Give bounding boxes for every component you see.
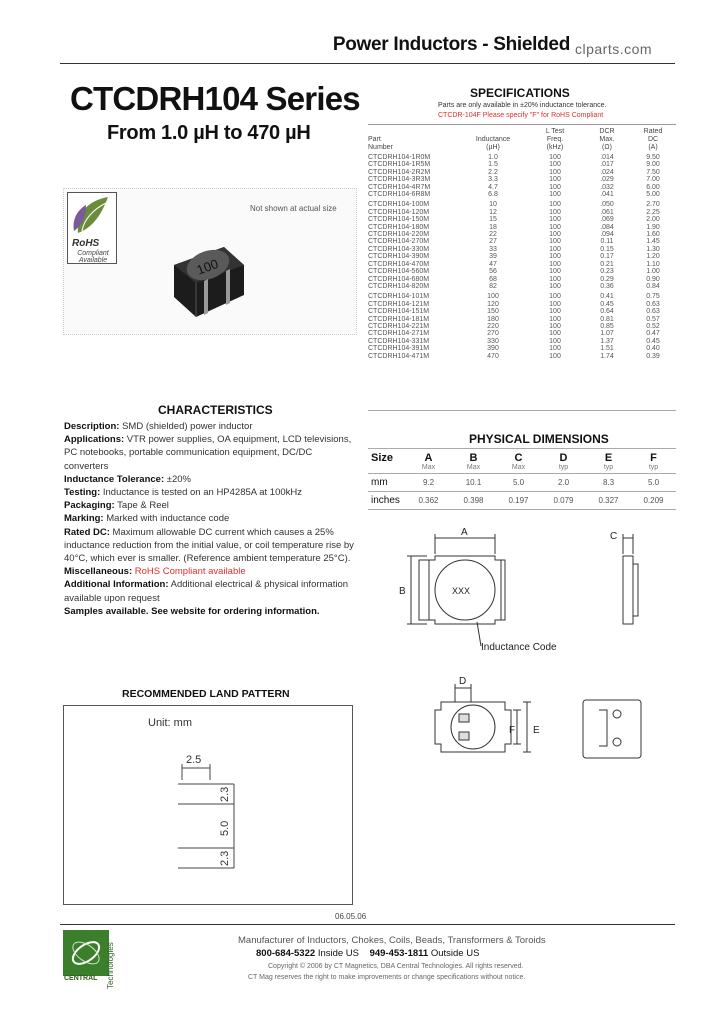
spec-cell: CTCDRH104-2R2M — [368, 168, 431, 176]
spec-cell: 100 — [549, 322, 561, 330]
spec-cell: 390 — [487, 345, 499, 353]
land-pattern-drawing — [170, 750, 250, 880]
spec-cell: 100 — [549, 268, 561, 276]
spec-cell: 2.00 — [646, 216, 660, 224]
dim-row — [368, 492, 676, 510]
spec-column-header — [630, 128, 676, 154]
spec-cell: 100 — [549, 201, 561, 209]
spec-cell: 100 — [549, 231, 561, 239]
land-middle: 5.0 — [219, 820, 231, 836]
spec-cell: 7.00 — [646, 176, 660, 184]
spec-cell: 2.70 — [646, 201, 660, 209]
spec-cell: CTCDRH104-6R8M — [368, 191, 431, 199]
dim-size-label: Size — [368, 449, 406, 465]
spec-cell: 100 — [549, 282, 561, 290]
spec-cell: 1.90 — [646, 223, 660, 231]
dim-sub-blank — [368, 464, 406, 474]
spec-cell: CTCDRH104-560M — [368, 268, 430, 276]
spec-column-header — [584, 128, 630, 154]
spec-cell: CTCDRH104-121M — [368, 300, 430, 308]
spec-cell: 100 — [549, 275, 561, 283]
spec-row — [368, 316, 676, 323]
spec-rule — [368, 124, 676, 125]
inductor-photo-icon — [168, 225, 250, 320]
tolerance-text: ±20% — [164, 473, 192, 485]
spec-row — [368, 246, 676, 253]
spec-cell: 10 — [489, 201, 497, 209]
spec-cell: 100 — [549, 308, 561, 316]
spec-row — [368, 308, 676, 315]
dim-header: E — [586, 449, 631, 465]
testing-text: Inductance is tested on an HP4285A at 100kHz — [100, 487, 302, 499]
dim-subheader: Max — [406, 464, 451, 474]
spec-cell: 100 — [549, 176, 561, 184]
dim-subheader: Max — [496, 464, 541, 474]
spec-cell: 3.3 — [488, 176, 498, 184]
spec-cell: 22 — [489, 231, 497, 239]
footer-manufacturer: Manufacturer of Inductors, Chokes, Coils, Beads, Transformers & Toroids — [238, 935, 546, 946]
spec-row — [368, 209, 676, 216]
spec-cell: CTCDRH104-471M — [368, 352, 430, 360]
dim-header: F — [631, 449, 676, 465]
spec-column-header-line: (A) — [648, 144, 658, 151]
logo-vertical-text: Technologies — [106, 942, 115, 989]
spec-cell: 120 — [487, 300, 499, 308]
phone-outside-us[interactable]: 949-453-1811 — [369, 948, 429, 959]
spec-cell: .032 — [600, 183, 614, 191]
phone-inside-us[interactable]: 800-684-5322 — [256, 948, 316, 959]
spec-column-header — [368, 128, 460, 154]
spec-cell: 100 — [549, 161, 561, 169]
spec-column-header — [460, 128, 526, 154]
spec-cell: 0.29 — [600, 275, 614, 283]
spec-cell: CTCDRH104-391M — [368, 345, 430, 353]
dim-subheader: typ — [586, 464, 631, 474]
spec-cell: 100 — [549, 191, 561, 199]
spec-cell: .050 — [600, 201, 614, 209]
spec-cell: 1.74 — [600, 352, 614, 360]
dim-value: 0.197 — [496, 492, 541, 510]
spec-cell: 1.51 — [600, 345, 614, 353]
misc-label: Miscellaneous: — [64, 566, 133, 578]
rated-dc-text: Maximum allowable DC current which causes a 25% inductance reduction from the initial value, or coil temperature rise by 40°C, which ever is smaller. (Reference ambient temperature 25°C). — [64, 526, 354, 565]
dim-value: 10.1 — [451, 474, 496, 492]
misc-text: RoHS Compliant available — [132, 566, 246, 578]
spec-cell: 100 — [549, 315, 561, 323]
spec-row — [368, 154, 676, 161]
spec-row — [368, 198, 676, 208]
dim-unit: inches — [368, 492, 406, 510]
samples-note: Samples available. See website for ordering information. — [64, 605, 320, 617]
marking-label: Marking: — [64, 513, 104, 525]
characteristics-title: CHARACTERISTICS — [158, 403, 273, 417]
tolerance-label: Inductance Tolerance: — [64, 473, 165, 485]
header-site[interactable]: clparts.com — [575, 41, 653, 57]
spec-cell: 100 — [549, 168, 561, 176]
additional-label: Additional Information: — [64, 579, 169, 591]
dim-value: 0.362 — [406, 492, 451, 510]
phone-inside-label: Inside US — [317, 948, 359, 959]
land-bottom: 2.3 — [219, 850, 231, 866]
spec-row — [368, 191, 676, 198]
packaging-text: Tape & Reel — [114, 500, 169, 512]
dim-header: B — [451, 449, 496, 465]
footer-phones — [256, 948, 479, 959]
spec-cell: 0.64 — [600, 308, 614, 316]
footer-notice: CT Mag reserves the right to make improvements or change specifications without notice. — [248, 974, 526, 981]
physical-dimensions-table — [368, 448, 676, 510]
dimension-diagram — [395, 524, 675, 764]
spec-cell: .029 — [600, 176, 614, 184]
spec-column-header-line: L Test — [545, 128, 565, 135]
spec-cell: CTCDRH104-1R0M — [368, 154, 431, 161]
spec-cell: 0.52 — [646, 322, 660, 330]
spec-cell: 100 — [549, 330, 561, 338]
spec-row — [368, 353, 676, 360]
spec-cell: 1.30 — [646, 245, 660, 253]
spec-cell: 1.37 — [600, 337, 614, 345]
spec-cell: 100 — [549, 293, 561, 301]
land-top: 2.3 — [219, 786, 231, 802]
spec-cell: 100 — [549, 260, 561, 268]
specifications-title: SPECIFICATIONS — [470, 86, 570, 100]
dim-value: 0.079 — [541, 492, 586, 510]
dim-value: 0.327 — [586, 492, 631, 510]
spec-row — [368, 161, 676, 168]
spec-cell: 7.50 — [646, 168, 660, 176]
spec-column-header-line: DCR — [599, 128, 615, 135]
spec-column-header-line: Part — [368, 136, 381, 143]
spec-cell: CTCDRH104-181M — [368, 315, 430, 323]
dim-label-a: A — [461, 527, 468, 538]
spec-cell: 100 — [549, 183, 561, 191]
spec-cell: CTCDRH104-220M — [368, 231, 430, 239]
spec-cell: 9.50 — [646, 154, 660, 161]
spec-row — [368, 216, 676, 223]
spec-cell: CTCDRH104-180M — [368, 223, 430, 231]
spec-column-header-line: Rated — [643, 128, 663, 135]
spec-cell: 1.0 — [488, 154, 498, 161]
spec-cell: 12 — [489, 208, 497, 216]
dim-value: 0.209 — [631, 492, 676, 510]
spec-column-header-line: Freq. — [546, 136, 564, 143]
spec-column-header-line: Number — [368, 144, 393, 151]
spec-cell: 180 — [487, 315, 499, 323]
dim-header: D — [541, 449, 586, 465]
spec-cell: 1.10 — [646, 260, 660, 268]
dim-header: C — [496, 449, 541, 465]
rohs-leaf-icon — [68, 193, 116, 237]
spec-cell: 39 — [489, 253, 497, 261]
spec-row — [368, 238, 676, 245]
spec-row — [368, 224, 676, 231]
logo-word: CENTRAL — [64, 975, 98, 982]
dim-value: 5.0 — [631, 474, 676, 492]
spec-cell: CTCDRH104-270M — [368, 238, 430, 246]
spec-row — [368, 345, 676, 352]
physical-dimensions-title: PHYSICAL DIMENSIONS — [469, 432, 609, 446]
dim-subheader: typ — [631, 464, 676, 474]
spec-cell: CTCDRH104-271M — [368, 330, 430, 338]
spec-cell: 6.8 — [488, 191, 498, 199]
spec-cell: CTCDRH104-150M — [368, 216, 430, 224]
dim-value: 9.2 — [406, 474, 451, 492]
spec-row — [368, 169, 676, 176]
rated-dc-label: Rated DC: — [64, 526, 110, 538]
spec-cell: 27 — [489, 238, 497, 246]
spec-cell: 100 — [549, 154, 561, 161]
land-width: 2.5 — [186, 754, 202, 766]
spec-cell: 0.45 — [600, 300, 614, 308]
applications-text: VTR power supplies, OA equipment, LCD televisions, PC notebooks, portable communication equipment, DC/DC converters — [64, 434, 352, 472]
spec-cell: .017 — [600, 161, 614, 169]
spec-cell: CTCDRH104-4R7M — [368, 183, 431, 191]
spec-cell: 1.60 — [646, 231, 660, 239]
spec-cell: 1.00 — [646, 268, 660, 276]
spec-cell: .024 — [600, 168, 614, 176]
spec-cell: CTCDRH104-101M — [368, 293, 430, 301]
spec-cell: 47 — [489, 260, 497, 268]
description-text: SMD (shielded) power inductor — [119, 421, 253, 432]
spec-cell: 1.07 — [600, 330, 614, 338]
dim-value: 0.398 — [451, 492, 496, 510]
spec-cell: 68 — [489, 275, 497, 283]
spec-cell: .069 — [600, 216, 614, 224]
spec-cell: 0.40 — [646, 345, 660, 353]
phone-outside-label: Outside US — [430, 948, 480, 959]
spec-cell: 0.57 — [646, 315, 660, 323]
dim-subheader: typ — [541, 464, 586, 474]
spec-cell: 100 — [549, 208, 561, 216]
spec-row — [368, 323, 676, 330]
spec-cell: 18 — [489, 223, 497, 231]
spec-column-header-line: (Ω) — [602, 144, 612, 151]
spec-cell: 100 — [549, 300, 561, 308]
spec-cell: 56 — [489, 268, 497, 276]
footer-copyright: Copyright © 2006 by CT Magnetics, DBA Central Technologies. All rights reserved. — [268, 963, 524, 970]
spec-cell: CTCDRH104-3R3M — [368, 176, 431, 184]
spec-cell: 0.45 — [646, 337, 660, 345]
spec-cell: 4.7 — [488, 183, 498, 191]
spec-cell: 1.5 — [488, 161, 498, 169]
spec-cell: 100 — [549, 345, 561, 353]
spec-cell: 0.15 — [600, 245, 614, 253]
dim-label-e: E — [533, 725, 540, 736]
spec-row — [368, 261, 676, 268]
spec-row — [368, 253, 676, 260]
spec-row — [368, 176, 676, 183]
dim-label-c: C — [610, 531, 618, 542]
spec-cell: 330 — [487, 337, 499, 345]
spec-cell: 100 — [549, 238, 561, 246]
dim-subheader: Max — [451, 464, 496, 474]
spec-cell: 1.20 — [646, 253, 660, 261]
spec-note-rohs: CTCDR-104F Please specify "F" for RoHS Compliant — [438, 112, 604, 119]
spec-cell: 5.00 — [646, 191, 660, 199]
spec-row — [368, 338, 676, 345]
characteristics-block — [64, 420, 354, 618]
dim-label-b: B — [399, 586, 406, 597]
land-pattern-unit: Unit: mm — [148, 717, 192, 729]
dim-label-f: F — [509, 725, 516, 736]
spec-row — [368, 290, 676, 300]
spec-cell: 0.47 — [646, 330, 660, 338]
series-title: CTCDRH104 Series — [70, 80, 360, 117]
land-pattern-title: RECOMMENDED LAND PATTERN — [122, 688, 290, 700]
spec-column-header — [526, 128, 584, 154]
inductance-code-label: Inductance Code — [481, 642, 557, 653]
spec-cell: .014 — [600, 154, 614, 161]
applications-label: Applications: — [64, 434, 125, 446]
spec-cell: 100 — [549, 245, 561, 253]
dim-unit: mm — [368, 474, 406, 492]
additional-text: Additional electrical & physical information available upon request — [64, 579, 349, 604]
spec-bottom-rule — [368, 410, 676, 411]
spec-cell: CTCDRH104-820M — [368, 282, 430, 290]
dim-value: 8.3 — [586, 474, 631, 492]
spec-cell: 220 — [487, 322, 499, 330]
spec-cell: CTCDRH104-100M — [368, 201, 430, 209]
spec-cell: 6.00 — [646, 183, 660, 191]
spec-cell: CTCDRH104-1R5M — [368, 161, 431, 169]
footer-rule — [60, 924, 675, 925]
dim-row — [368, 474, 676, 492]
dim-marking: XXX — [452, 586, 471, 596]
spec-column-header-line: (µH) — [486, 144, 500, 151]
spec-cell: 100 — [549, 352, 561, 360]
spec-cell: 2.2 — [488, 168, 498, 176]
spec-cell: 0.21 — [600, 260, 614, 268]
spec-cell: 9.00 — [646, 161, 660, 169]
spec-cell: 0.81 — [600, 315, 614, 323]
spec-cell: 2.25 — [646, 208, 660, 216]
spec-cell: .094 — [600, 231, 614, 239]
spec-column-header-line: Max. — [599, 136, 615, 143]
spec-cell: CTCDRH104-151M — [368, 308, 430, 316]
dim-label-d: D — [459, 676, 467, 687]
photo-note: Not shown at actual size — [250, 204, 337, 213]
inductance-range: From 1.0 µH to 470 µH — [107, 122, 311, 144]
spec-cell: 0.41 — [600, 293, 614, 301]
spec-row — [368, 330, 676, 337]
rohs-label: RoHS — [72, 238, 100, 249]
spec-row — [368, 231, 676, 238]
spec-cell: CTCDRH104-470M — [368, 260, 430, 268]
spec-cell: 0.17 — [600, 253, 614, 261]
spec-cell: 100 — [549, 337, 561, 345]
spec-cell: CTCDRH104-330M — [368, 245, 430, 253]
photo-part-marking: 100 — [194, 256, 221, 278]
description-label: Description: — [64, 421, 120, 432]
spec-cell: 100 — [549, 253, 561, 261]
spec-cell: CTCDRH104-680M — [368, 275, 430, 283]
spec-row — [368, 301, 676, 308]
spec-column-header-line: Inductance — [475, 136, 511, 143]
spec-cell: 0.36 — [600, 282, 614, 290]
spec-cell: 0.23 — [600, 268, 614, 276]
spec-column-header-line: (kHz) — [546, 144, 564, 151]
spec-cell: 150 — [487, 308, 499, 316]
spec-cell: 470 — [487, 352, 499, 360]
spec-cell: CTCDRH104-390M — [368, 253, 430, 261]
spec-row — [368, 276, 676, 283]
spec-cell: 100 — [549, 216, 561, 224]
spec-cell: 0.85 — [600, 322, 614, 330]
spec-cell: 0.39 — [646, 352, 660, 360]
spec-cell: CTCDRH104-331M — [368, 337, 430, 345]
spec-cell: CTCDRH104-221M — [368, 322, 430, 330]
spec-cell: .084 — [600, 223, 614, 231]
spec-column-header-line: DC — [647, 136, 659, 143]
spec-cell: 100 — [487, 293, 499, 301]
central-logo-icon — [63, 930, 109, 976]
dim-value: 5.0 — [496, 474, 541, 492]
spec-cell: 0.75 — [646, 293, 660, 301]
rohs-sub: Compliant Available — [77, 250, 109, 264]
revision-date: 06.05.06 — [335, 912, 367, 921]
spec-cell: 270 — [487, 330, 499, 338]
header-rule — [60, 63, 675, 64]
specifications-table — [368, 128, 676, 360]
spec-cell: 0.63 — [646, 300, 660, 308]
spec-row — [368, 268, 676, 275]
spec-note-tolerance: Parts are only available in ±20% inductance tolerance. — [438, 102, 607, 109]
logo-vertical — [104, 929, 118, 989]
spec-cell: .061 — [600, 208, 614, 216]
spec-cell: 100 — [549, 223, 561, 231]
marking-text: Marked with inductance code — [103, 513, 230, 525]
spec-cell: 33 — [489, 245, 497, 253]
spec-cell: 0.84 — [646, 282, 660, 290]
spec-cell: 15 — [489, 216, 497, 224]
dim-header: A — [406, 449, 451, 465]
spec-row — [368, 283, 676, 290]
spec-cell: 0.63 — [646, 308, 660, 316]
dim-value: 2.0 — [541, 474, 586, 492]
spec-cell: 0.90 — [646, 275, 660, 283]
spec-cell: CTCDRH104-120M — [368, 208, 430, 216]
packaging-label: Packaging: — [64, 500, 115, 512]
header-title: Power Inductors - Shielded — [332, 34, 570, 55]
spec-cell: 82 — [489, 282, 497, 290]
spec-row — [368, 184, 676, 191]
testing-label: Testing: — [64, 487, 101, 499]
spec-cell: 1.45 — [646, 238, 660, 246]
spec-cell: .041 — [600, 191, 614, 199]
spec-cell: 0.11 — [600, 238, 614, 246]
